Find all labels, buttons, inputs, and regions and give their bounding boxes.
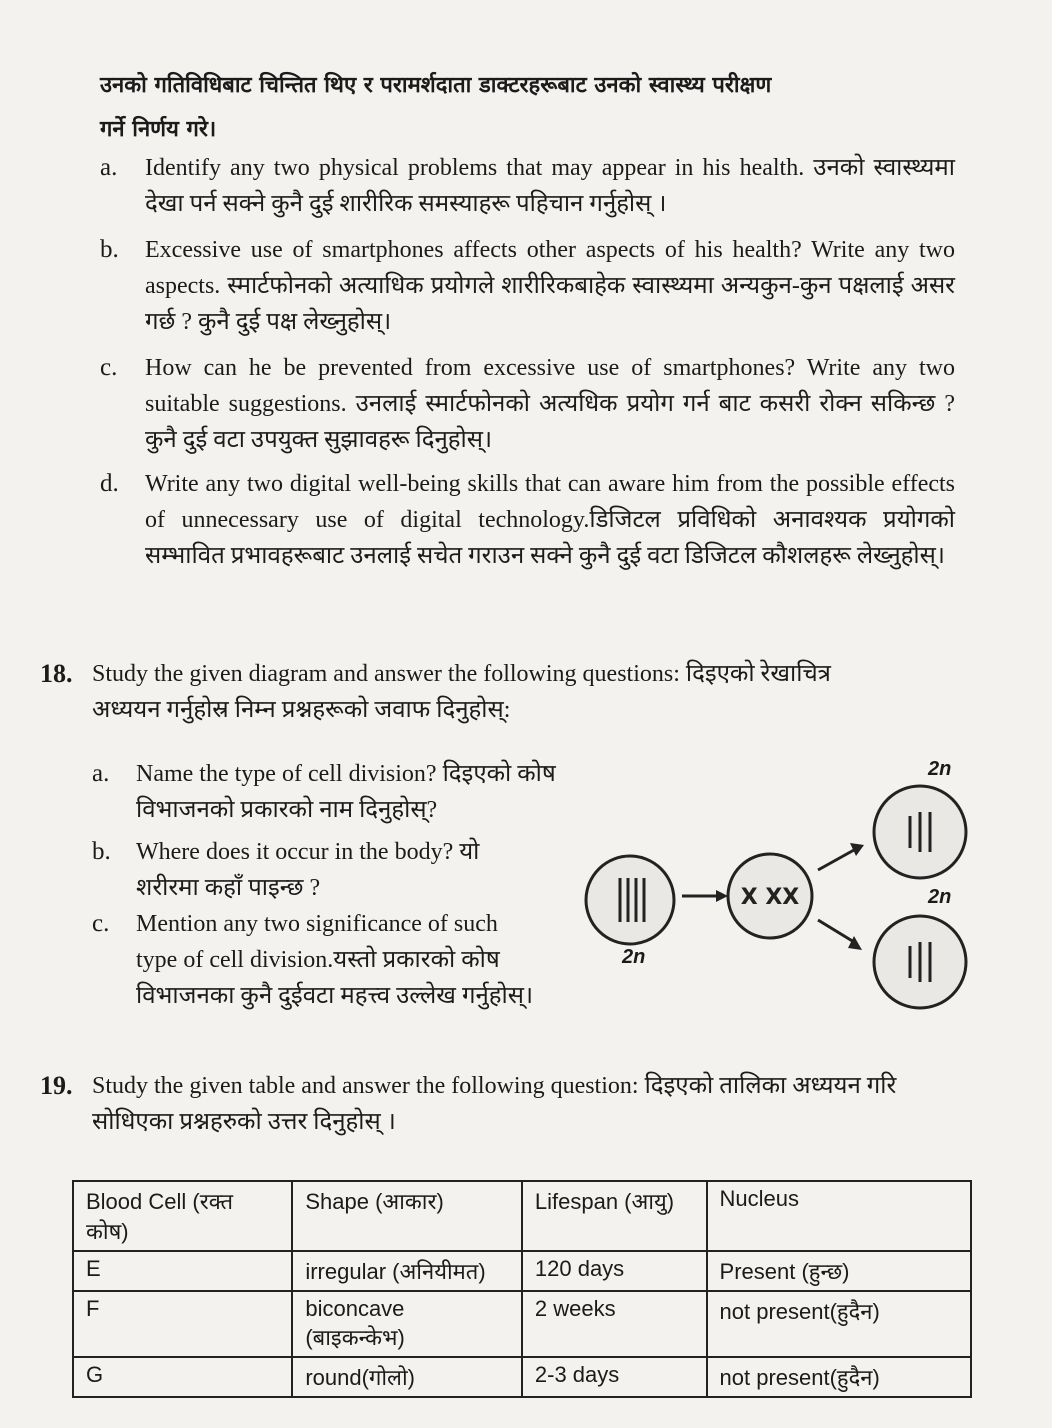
cell-name: E xyxy=(73,1251,292,1291)
middle-cell xyxy=(728,854,812,938)
header-nucleus: Nucleus xyxy=(707,1181,971,1251)
cell-division-svg xyxy=(570,750,990,1030)
intro-line-2: गर्ने निर्णय गरे। xyxy=(100,117,217,142)
header-blood-cell: Blood Cell (रक्त कोष) xyxy=(73,1181,292,1251)
cell-name: G xyxy=(73,1357,292,1397)
cell-lifespan: 2-3 days xyxy=(522,1357,707,1397)
q18-a-text: Name the type of cell division? दिइएको कोष विभाजनको प्रकारको नाम दिनुहोस्? xyxy=(136,761,556,823)
q18-number: 18. xyxy=(40,659,73,688)
cell-shape: irregular (अनियीमत) xyxy=(292,1251,522,1291)
q18-prompt: Study the given diagram and answer the following questions: दिइएको रेखाचित्र अध्ययन गर्नुहोस्र निम्न प्रश्नहरूको जवाफ दिनुहोस्: xyxy=(92,661,831,723)
cell-nucleus: not present(हुदैन) xyxy=(707,1357,971,1397)
table-row xyxy=(73,1291,971,1357)
q17-d-text: Write any two digital well-being skills that can aware him from the possible effects of unnecessary use of digital technology.डिजिटल प्रविधिको अनावश्यक प्रयोगको सम्भावित प्रभावहरूबाट उनलाई सचेत गराउन सक्ने कुनै दुई वटा डिजिटल कौशलहरू लेख्नुहोस्। xyxy=(145,471,955,569)
intro-line-1: उनको गतिविधिबाट चिन्तित थिए र परामर्शदाता डाक्टरहरूबाट उनको स्वास्थ्य परीक्षण xyxy=(100,73,772,98)
q17-a-text: Identify any two physical problems that may appear in his health. उनको स्वास्थ्यमा देखा पर्न सक्ने कुनै दुई शारीरिक समस्याहरू पहिचान गर्नुहोस् । xyxy=(145,155,955,217)
table-row xyxy=(73,1251,971,1291)
cell-shape: biconcave (बाइकन्केभ) xyxy=(292,1291,522,1357)
q17-a-label: a. xyxy=(100,154,118,181)
header-lifespan: Lifespan (आयु) xyxy=(522,1181,707,1251)
parent-ploidy-label: 2n xyxy=(622,946,646,968)
daughter-cell-bottom xyxy=(874,916,966,1008)
table-row xyxy=(73,1357,971,1397)
q18-c-label: c. xyxy=(92,910,110,937)
daughter-top-ploidy-label: 2n xyxy=(928,758,952,780)
q17-c-text: How can he be prevented from excessive use of smartphones? Write any two suitable suggestions. उनलाई स्मार्टफोनको अत्यधिक प्रयोग गर्न बाट कसरी रोक्न सकिन्छ ? कुनै दुई वटा उपयुक्त सुझावहरू दिनुहोस्। xyxy=(145,355,955,453)
q17-b-text: Excessive use of smartphones affects other aspects of his health? Write any two aspects. स्मार्टफोनको अत्याधिक प्रयोगले शारीरिकबाहेक स्वास्थ्यमा अन्यकुन-कुन पक्षलाई असर गर्छ ? कुनै दुई पक्ष लेख्नुहोस्। xyxy=(145,237,955,335)
cell-lifespan: 120 days xyxy=(522,1251,707,1291)
cell-nucleus: not present(हुदैन) xyxy=(707,1291,971,1357)
cell-nucleus: Present (हुन्छ) xyxy=(707,1251,971,1291)
arrow-right xyxy=(682,890,728,902)
middle-chromosomes: X XX xyxy=(740,885,800,910)
q19-prompt: Study the given table and answer the following question: दिइएको तालिका अध्ययन गरि सोधिएका प्रश्नहरुको उत्तर दिनुहोस् । xyxy=(92,1073,897,1135)
q18-c-text: Mention any two significance of such type of cell division.यस्तो प्रकारको कोष विभाजनका कुनै दुईवटा महत्त्व उल्लेख गर्नुहोस्। xyxy=(136,911,534,1009)
blood-cell-table xyxy=(72,1180,972,1398)
q17-c-label: c. xyxy=(100,354,118,381)
q17-b-label: b. xyxy=(100,236,119,263)
daughter-cell-top xyxy=(874,786,966,878)
cell-lifespan: 2 weeks xyxy=(522,1291,707,1357)
cell-name: F xyxy=(73,1291,292,1357)
cell-division-diagram xyxy=(570,750,990,1030)
arrow-down-right xyxy=(818,920,862,950)
header-shape: Shape (आकार) xyxy=(292,1181,522,1251)
q18-a-label: a. xyxy=(92,760,110,787)
arrow-up-right xyxy=(818,843,864,870)
q18-b-label: b. xyxy=(92,838,111,865)
q17-d-label: d. xyxy=(100,470,119,497)
q19-number: 19. xyxy=(40,1071,73,1100)
daughter-bottom-ploidy-label: 2n xyxy=(928,886,952,908)
q18-b-text: Where does it occur in the body? यो शरीरमा कहाँ पाइन्छ ? xyxy=(136,839,480,901)
cell-shape: round(गोलो) xyxy=(292,1357,522,1397)
table-header-row xyxy=(73,1181,971,1251)
parent-cell xyxy=(586,856,674,944)
